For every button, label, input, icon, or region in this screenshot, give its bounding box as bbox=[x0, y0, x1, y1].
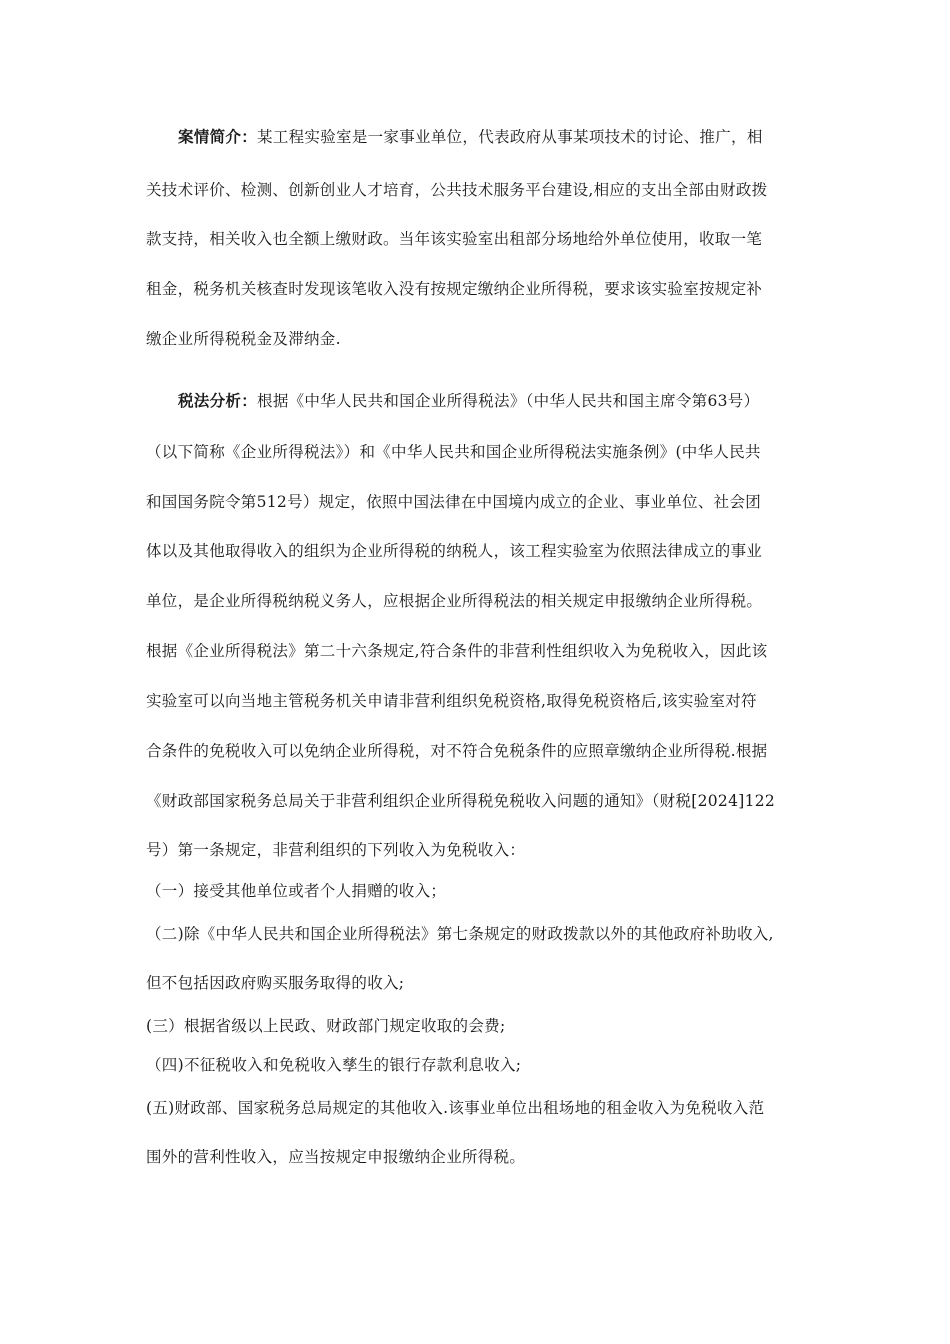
paragraph-line: 根据《企业所得税法》第二十六条规定,符合条件的非营利性组织收入为免税收入，因此该 bbox=[146, 642, 768, 660]
case-summary-first-line bbox=[178, 127, 763, 147]
list-item-continuation: 但不包括因政府购买服务取得的收入; bbox=[146, 974, 405, 992]
paragraph-line: 缴企业所得税税金及滞纳金. bbox=[146, 330, 341, 348]
list-item: （四)不征税收入和免税收入孳生的银行存款利息收入; bbox=[146, 1056, 522, 1074]
paragraph-line: 单位，是企业所得税纳税义务人，应根据企业所得税法的相关规定申报缴纳企业所得税。 bbox=[146, 592, 763, 610]
paragraph-line: （以下简称《企业所得税法》）和《中华人民共和国企业所得税法实施条例》(中华人民共 bbox=[146, 443, 761, 461]
tax-analysis-heading: 税法分析： bbox=[178, 391, 258, 410]
paragraph-line: 合条件的免税收入可以免纳企业所得税，对不符合免税条件的应照章缴纳企业所得税.根据 bbox=[146, 742, 768, 760]
paragraph-line: 号）第一条规定，非营利组织的下列收入为免税收入： bbox=[146, 841, 526, 859]
list-item: （二)除《中华人民共和国企业所得税法》第七条规定的财政拨款以外的其他政府补助收入, bbox=[146, 925, 774, 943]
paragraph-line: 实验室可以向当地主管税务机关申请非营利组织免税资格,取得免税资格后,该实验室对符 bbox=[146, 692, 757, 710]
tax-analysis-first-line bbox=[178, 391, 759, 411]
paragraph-line: 关技术评价、检测、创新创业人才培育，公共技术服务平台建设,相应的支出全部由财政拨 bbox=[146, 181, 768, 199]
list-item: (五)财政部、国家税务总局规定的其他收入.该事业单位出租场地的租金收入为免税收入范 bbox=[146, 1099, 765, 1117]
list-item-continuation: 围外的营利性收入，应当按规定申报缴纳企业所得税。 bbox=[146, 1148, 526, 1166]
paragraph-line: 某工程实验室是一家事业单位，代表政府从事某项技术的讨论、推广，相 bbox=[257, 128, 763, 146]
paragraph-line: 体以及其他取得收入的组织为企业所得税的纳税人，该工程实验室为依照法律成立的事业 bbox=[146, 542, 763, 560]
case-summary-heading: 案情简介： bbox=[178, 127, 258, 146]
paragraph-line: 《财政部国家税务总局关于非营利组织企业所得税免税收入问题的通知》（财税[2024]122 bbox=[146, 792, 776, 810]
list-item: （一）接受其他单位或者个人捐赠的收入； bbox=[146, 882, 447, 900]
paragraph-line: 根据《中华人民共和国企业所得税法》（中华人民共和国主席令第63号） bbox=[257, 392, 760, 410]
paragraph-line: 款支持，相关收入也全额上缴财政。当年该实验室出租部分场地给外单位使用，收取一笔 bbox=[146, 230, 763, 248]
list-item: (三）根据省级以上民政、财政部门规定收取的会费; bbox=[146, 1017, 506, 1035]
paragraph-line: 租金，税务机关核查时发现该笔收入没有按规定缴纳企业所得税，要求该实验室按规定补 bbox=[146, 280, 763, 298]
paragraph-line: 和国国务院令第512号）规定，依照中国法律在中国境内成立的企业、事业单位、社会团 bbox=[146, 493, 762, 511]
